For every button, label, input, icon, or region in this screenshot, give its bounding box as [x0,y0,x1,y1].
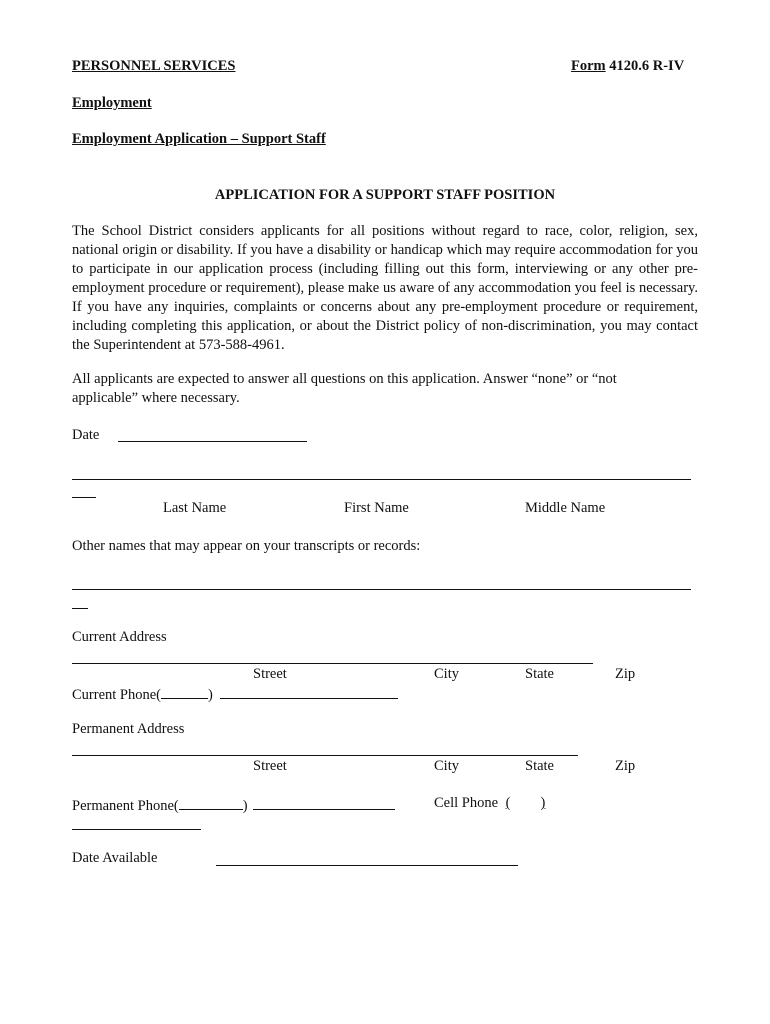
cell-phone-close-paren: ) [540,795,546,811]
permanent-phone-row [72,794,395,816]
date-available-field[interactable] [216,865,518,866]
permanent-phone-number-field[interactable] [253,794,395,810]
section-heading: PERSONNEL SERVICES [72,58,236,74]
current-phone-area-code-field[interactable] [161,683,208,699]
current-city-label: City [434,666,459,682]
current-phone-row [72,683,398,705]
permanent-city-label: City [434,758,459,774]
form-number [571,57,684,76]
current-street-label: Street [253,666,287,682]
permanent-phone-close-paren: ) [242,798,248,814]
cell-phone-number-field[interactable] [72,829,201,830]
current-address-label: Current Address [72,629,167,645]
name-field[interactable] [72,479,691,480]
permanent-state-label: State [525,758,554,774]
page-title: APPLICATION FOR A SUPPORT STAFF POSITION [214,187,556,203]
other-names-field-continuation [72,608,88,609]
current-state-label: State [525,666,554,682]
current-phone-label: Current Phone( [72,687,161,703]
cell-phone-area-code-field[interactable] [506,795,546,811]
subsection-heading: Employment [72,95,152,111]
permanent-phone-label: Permanent Phone( [72,798,179,814]
permanent-zip-label: Zip [615,758,636,774]
date-label: Date [72,427,100,443]
date-available-label: Date Available [72,850,158,866]
instructions-paragraph: All applicants are expected to answer all questions on this application. Answer “none” or “not applicable” where necessary. [72,371,617,406]
cell-phone-row [434,794,545,813]
cell-phone-label: Cell Phone [434,795,499,811]
nondiscrimination-paragraph: The School District considers applicants for all positions without regard to race, color, religion, sex, national origin or disability. If you have a disability or handicap which may require accommodation for you to participate in our application process (including filling out this form, interviewing or any other pre-employment procedure or requirement), please make us aware of any accommodation you feel is necessary. If you have any inquiries, complaints or concerns about any pre-employment procedure or requirement, including completing this application, or about the District policy of non-discrimination, you may contact the Superintendent at 573-588-4961. [72,223,698,353]
permanent-address-field[interactable] [72,755,578,756]
first-name-label: First Name [344,500,409,516]
permanent-phone-area-code-field[interactable] [179,794,243,810]
form-word: Form [571,58,606,74]
current-phone-number-field[interactable] [220,683,398,699]
form-name-heading: Employment Application – Support Staff [72,131,326,147]
date-field[interactable] [118,441,307,442]
last-name-label: Last Name [163,500,227,516]
permanent-street-label: Street [253,758,287,774]
form-number-value: 4120.6 R-IV [609,58,685,74]
cell-phone-open-paren: ( [505,795,511,811]
other-names-field[interactable] [72,589,691,590]
permanent-address-label: Permanent Address [72,721,185,737]
current-address-field[interactable] [72,663,593,664]
current-zip-label: Zip [615,666,636,682]
middle-name-label: Middle Name [525,500,606,516]
name-field-continuation [72,497,96,498]
other-names-label: Other names that may appear on your transcripts or records: [72,538,421,554]
current-phone-close-paren: ) [208,687,213,703]
